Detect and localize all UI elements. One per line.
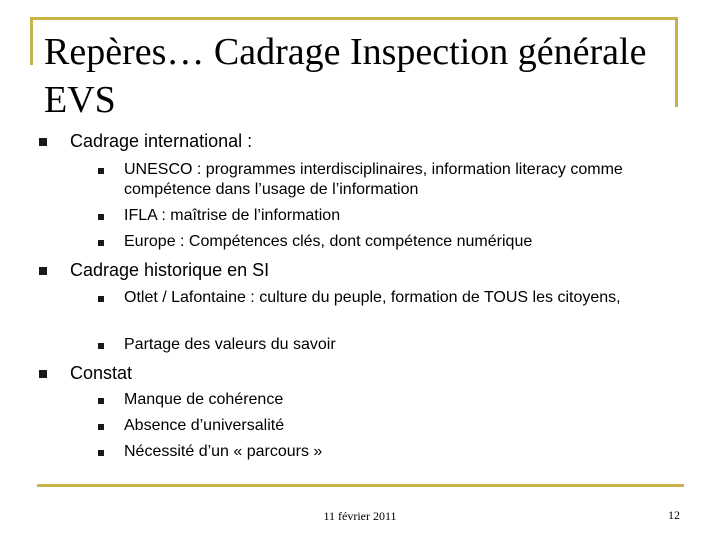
section-constat	[70, 361, 132, 385]
small-square-bullet-icon	[98, 296, 104, 302]
small-square-bullet-icon	[98, 240, 104, 246]
list-item	[124, 160, 644, 200]
list-item-text: UNESCO : programmes interdisciplinaires, information literacy comme compétence dans l’usage de l’information	[124, 161, 623, 198]
left-decorative-line	[30, 17, 33, 65]
list-item	[124, 232, 644, 252]
section-label: Cadrage international :	[70, 131, 253, 151]
list-item-text: Otlet / Lafontaine : culture du peuple, formation de TOUS les citoyens,	[124, 289, 621, 306]
list-item	[124, 390, 644, 410]
top-decorative-line	[30, 17, 677, 20]
small-square-bullet-icon	[98, 450, 104, 456]
list-item-text: IFLA : maîtrise de l’information	[124, 207, 341, 224]
small-square-bullet-icon	[98, 398, 104, 404]
bottom-decorative-line	[37, 484, 684, 487]
list-item	[124, 442, 644, 462]
slide-title: Repères… Cadrage Inspection générale EVS	[44, 31, 647, 121]
section-label: Constat	[70, 363, 133, 383]
list-item	[124, 335, 644, 355]
list-item	[124, 288, 644, 308]
list-item-text: Partage des valeurs du savoir	[124, 336, 336, 353]
list-item-text: Europe : Compétences clés, dont compétence numérique	[124, 233, 533, 250]
small-square-bullet-icon	[98, 424, 104, 430]
page-number: 12	[668, 508, 680, 522]
list-item	[124, 416, 644, 436]
square-bullet-icon	[39, 267, 47, 275]
footer-date: 11 février 2011	[323, 509, 397, 523]
list-item-text: Manque de cohérence	[124, 391, 284, 408]
square-bullet-icon	[39, 138, 47, 146]
list-item	[124, 206, 644, 226]
small-square-bullet-icon	[98, 343, 104, 349]
section-international	[70, 129, 252, 153]
list-item-text: Absence d’universalité	[124, 417, 285, 434]
section-label: Cadrage historique en SI	[70, 260, 270, 280]
small-square-bullet-icon	[98, 214, 104, 220]
section-historique	[70, 258, 269, 282]
list-item-text: Nécessité d’un « parcours »	[124, 443, 323, 460]
small-square-bullet-icon	[98, 168, 104, 174]
square-bullet-icon	[39, 370, 47, 378]
right-decorative-line	[675, 17, 678, 107]
